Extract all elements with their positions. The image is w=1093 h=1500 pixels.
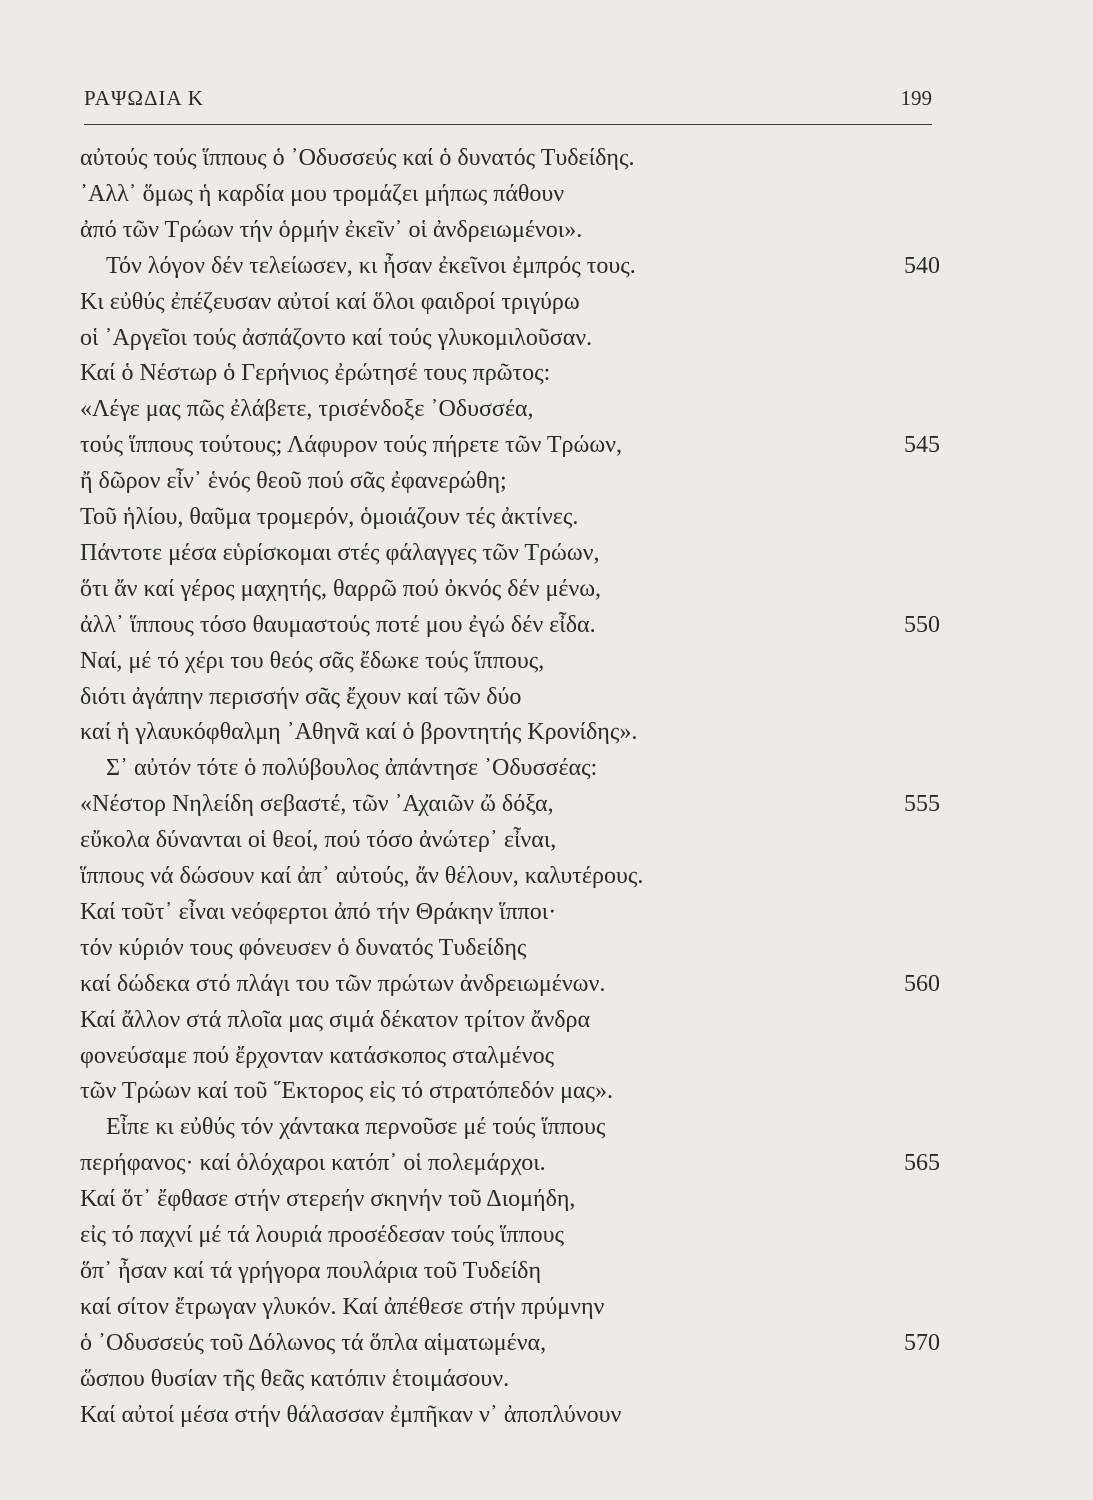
verse-line xyxy=(80,210,940,250)
verse-text: καί σίτον ἔτρωγαν γλυκόν. Καί ἀπέθεσε στήν πρύμνην xyxy=(80,1293,605,1320)
running-head xyxy=(84,86,932,116)
verse-line xyxy=(80,748,940,788)
verse-line xyxy=(80,820,940,860)
verse-text: τόν κύριόν τους φόνευσεν ὁ δυνατός Τυδείδης xyxy=(80,934,527,961)
verse-text: διότι ἀγάπην περισσήν σᾶς ἔχουν καί τῶν δύο xyxy=(80,683,522,710)
verse-text: οἱ ᾿Αργεῖοι τούς ἀσπάζοντο καί τούς γλυκομιλοῦσαν. xyxy=(80,324,593,351)
verse-text: περήφανος· καί ὁλόχαροι κατόπ᾿ οἱ πολεμάρχοι. xyxy=(80,1150,546,1177)
verse-line xyxy=(80,461,940,501)
verse-line xyxy=(80,246,940,286)
page-number: 199 xyxy=(900,86,932,110)
line-number: 565 xyxy=(904,1150,940,1177)
verse-line xyxy=(80,1143,940,1183)
verse-text: Καί ὅτ᾿ ἔφθασε στήν στερεήν σκηνήν τοῦ Διομήδη, xyxy=(80,1186,576,1213)
verse-line xyxy=(80,318,940,358)
verse-text: ὅπ᾿ ἦσαν καί τά γρήγορα πουλάρια τοῦ Τυδείδη xyxy=(80,1257,542,1284)
verse-text: ὅτι ἄν καί γέρος μαχητής, θαρρῶ πού ὀκνός δέν μένω, xyxy=(80,575,602,602)
header-rule xyxy=(84,124,932,125)
line-number: 560 xyxy=(904,970,940,997)
verse-text: ὁ ᾿Οδυσσεύς τοῦ Δόλωνος τά ὅπλα αἱματωμένα, xyxy=(80,1329,547,1356)
verse-line xyxy=(80,353,940,393)
verse-text: ᾿Αλλ᾿ ὅμως ἡ καρδία μου τρομάζει μήπως πάθουν xyxy=(80,180,565,207)
verse-line xyxy=(80,1071,940,1111)
verse-text: ὥσπου θυσίαν τῆς θεᾶς κατόπιν ἑτοιμάσουν. xyxy=(80,1365,510,1392)
verse-line xyxy=(80,282,940,322)
line-number: 545 xyxy=(904,432,940,459)
verse-text: Εἶπε κι εὐθύς τόν χάντακα περνοῦσε μέ τούς ἵππους xyxy=(106,1114,606,1141)
verse-text: Καί τοῦτ᾿ εἶναι νεόφερτοι ἀπό τήν Θράκην ἵπποι· xyxy=(80,898,557,925)
verse-line xyxy=(80,497,940,537)
verse-text: καί ἡ γλαυκόφθαλμη ᾿Αθηνᾶ καί ὁ βροντητής Κρονίδης». xyxy=(80,719,638,746)
line-number: 540 xyxy=(904,252,940,279)
verse-line xyxy=(80,1323,940,1363)
line-number: 570 xyxy=(904,1329,940,1356)
verse-text: φονεύσαμε πού ἔρχονταν κατάσκοπος σταλμένος xyxy=(80,1042,555,1069)
verse-line xyxy=(80,1215,940,1255)
verse-line xyxy=(80,425,940,465)
verse-line xyxy=(80,784,940,824)
verse-text: Καί ἄλλον στά πλοῖα μας σιμά δέκατον τρίτον ἄνδρα xyxy=(80,1006,591,1033)
verse-text: εὔκολα δύνανται οἱ θεοί, πού τόσο ἀνώτερ᾿ εἶναι, xyxy=(80,827,557,854)
verse-line xyxy=(80,1395,940,1435)
verse-line xyxy=(80,1287,940,1327)
verse-line xyxy=(80,533,940,573)
line-number: 550 xyxy=(904,611,940,638)
verse-line xyxy=(80,1359,940,1399)
verse-text: ἀλλ᾿ ἵππους τόσο θαυμαστούς ποτέ μου ἐγώ δέν εἶδα. xyxy=(80,611,596,638)
verse-text: Ναί, μέ τό χέρι του θεός σᾶς ἔδωκε τούς ἵππους, xyxy=(80,647,545,674)
verse-line xyxy=(80,605,940,645)
verse-text: Καί ὁ Νέστωρ ὁ Γερήνιος ἐρώτησέ τους πρῶτος: xyxy=(80,360,551,387)
verse-text: «Λέγε μας πῶς ἐλάβετε, τρισένδοξε ᾿Οδυσσέα, xyxy=(80,396,534,423)
verse-text: ἀπό τῶν Τρώων τήν ὁρμήν ἐκεῖν᾿ οἱ ἀνδρειωμένοι». xyxy=(80,216,583,243)
verse-text: καί δώδεκα στό πλάγι του τῶν πρώτων ἀνδρειωμένων. xyxy=(80,970,606,997)
running-title: ΡΑΨΩΔΙΑ Κ xyxy=(84,86,204,110)
verse-text: αὐτούς τούς ἵππους ὁ ᾿Οδυσσεύς καί ὁ δυνατός Τυδείδης. xyxy=(80,145,635,171)
verse-text: Τόν λόγον δέν τελείωσεν, κι ἦσαν ἐκεῖνοι ἐμπρός τους. xyxy=(106,252,636,279)
verse-text: Πάντοτε μέσα εὑρίσκομαι στές φάλαγγες τῶν Τρώων, xyxy=(80,539,600,566)
verse-line xyxy=(80,892,940,932)
verse-text: ἤ δῶρον εἶν᾿ ἑνός θεοῦ πού σᾶς ἐφανερώθη; xyxy=(80,468,507,495)
verse-line xyxy=(80,138,940,178)
verse-text: Κι εὐθύς ἐπέζευσαν αὐτοί καί ὅλοι φαιδροί τριγύρω xyxy=(80,288,580,315)
verse-line xyxy=(80,856,940,896)
verse-line xyxy=(80,1107,940,1147)
verse-line xyxy=(80,1036,940,1076)
verse-line xyxy=(80,569,940,609)
verse-line xyxy=(80,677,940,717)
verse-line xyxy=(80,712,940,752)
verse-text: «Νέστορ Νηλείδη σεβαστέ, τῶν ᾿Αχαιῶν ὤ δόξα, xyxy=(80,791,554,818)
verse-text: Τοῦ ἡλίου, θαῦμα τρομερόν, ὁμοιάζουν τές ἀκτίνες. xyxy=(80,504,579,530)
verse-line xyxy=(80,174,940,214)
verse-line xyxy=(80,389,940,429)
verse-text: εἰς τό παχνί μέ τά λουριά προσέδεσαν τούς ἵππους xyxy=(80,1222,564,1248)
verse-text: Καί αὐτοί μέσα στήν θάλασσαν ἐμπῆκαν ν᾿ ἀποπλύνουν xyxy=(80,1401,622,1428)
verse-line xyxy=(80,928,940,968)
line-number: 555 xyxy=(904,791,940,818)
verse-line xyxy=(80,1000,940,1040)
verse-line xyxy=(80,1179,940,1219)
verse-text: τούς ἵππους τούτους; Λάφυρον τούς πήρετε τῶν Τρώων, xyxy=(80,432,622,459)
verse-line xyxy=(80,964,940,1004)
verse-text: Σ᾿ αὐτόν τότε ὁ πολύβουλος ἀπάντησε ᾿Οδυσσέας: xyxy=(106,755,598,782)
verse-text: τῶν Τρώων καί τοῦ ῞Εκτορος εἰς τό στρατόπεδόν μας». xyxy=(80,1078,614,1105)
verse-line xyxy=(80,641,940,681)
verse-text: ἵππους νά δώσουν καί ἀπ᾿ αὐτούς, ἄν θέλουν, καλυτέρους. xyxy=(80,863,644,889)
verse-line xyxy=(80,1251,940,1291)
